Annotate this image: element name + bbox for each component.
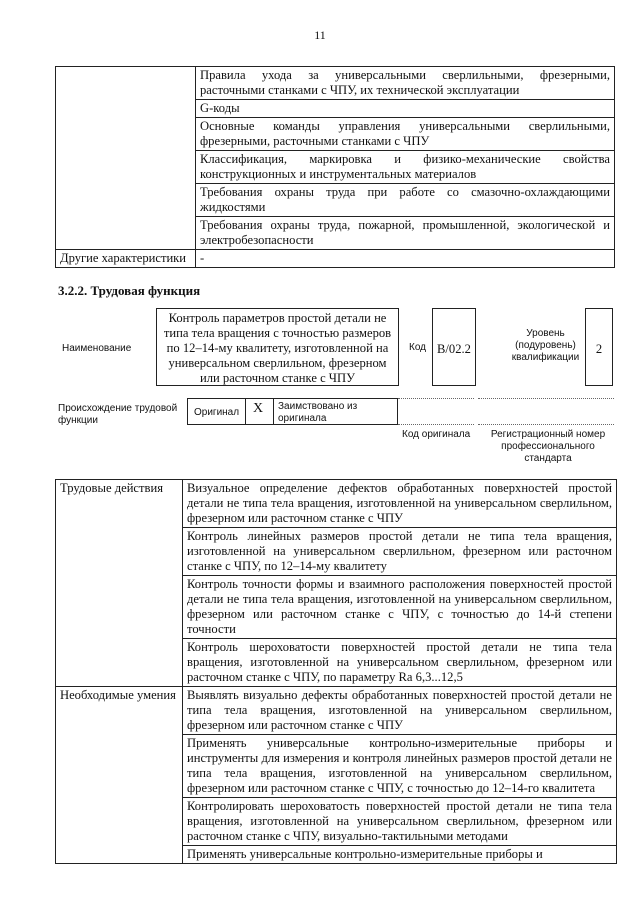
section-title: 3.2.2. Трудовая функция	[58, 283, 201, 298]
skills-label: Необходимые умения	[56, 687, 183, 864]
table-cell: Требования охраны труда при работе со смазочно-охлаждающими жидкостями	[196, 184, 615, 217]
name-label: Наименование	[62, 343, 132, 354]
table-cell: Правила ухода за универсальными сверлильными, фрезерными, расточными станками с ЧПУ, их технической эксплуатации	[196, 67, 615, 100]
table-cell-label	[56, 67, 196, 250]
borrowed-label: Заимствовано из оригинала	[278, 401, 358, 424]
table-cell: Классификация, маркировка и физико-механические свойства конструкционных и инструментальных материалов	[196, 151, 615, 184]
reg-number-cell	[478, 398, 614, 425]
other-characteristics-label: Другие характеристики	[56, 250, 196, 268]
qualification-level-label: Уровень (подуровень) квалификации	[511, 328, 580, 363]
divider	[273, 398, 274, 425]
labor-actions-label: Трудовые действия	[56, 480, 183, 687]
table-cell: Применять универсальные контрольно-измерительные приборы и инструменты для измерения и контроля линейных размеров простой детали не типа тела вращения, изготовленной на универсальном сверлильном, фрезерном или расточном станке с ЧПУ, с точностью до 12–14-го квалитета	[183, 735, 617, 798]
divider	[245, 398, 246, 425]
table-row	[56, 250, 615, 268]
table-cell: Выявлять визуально дефекты обработанных поверхностей простой детали не типа тела вращения, изготовленной на универсальном сверлильном, фрезерном или расточном станке с ЧПУ	[183, 687, 617, 735]
table-cell: Требования охраны труда, пожарной, промышленной, экологической и электробезопасности	[196, 217, 615, 250]
qualification-level: 2	[585, 308, 613, 386]
knowledge-table	[55, 66, 615, 268]
original-mark: X	[253, 401, 264, 416]
table-cell: Контроль шероховатости поверхностей простой детали не типа тела вращения, изготовленной на универсальном сверлильном, фрезерном или расточном станке с ЧПУ, по параметру Ra 6,3...12,5	[183, 639, 617, 687]
table-row	[56, 67, 615, 100]
table-cell: G-коды	[196, 100, 615, 118]
table-cell: Визуальное определение дефектов обработанных поверхностей простой детали не типа тела вращения, изготовленной на универсальном сверлильном, фрезерном или расточном станке с ЧПУ	[183, 480, 617, 528]
table-cell: Основные команды управления универсальными сверлильными, фрезерными, расточными станками с ЧПУ	[196, 118, 615, 151]
actions-table	[55, 479, 617, 864]
table-cell: Контроль точности формы и взаимного расположения поверхностей простой детали не типа тела вращения, изготовленной на универсальном сверлильном, фрезерном или расточном станке с ЧПУ, с точностью до 14-й степени точности	[183, 576, 617, 639]
table-row	[56, 480, 617, 528]
origin-label: Происхождение трудовой функции	[58, 403, 178, 426]
table-cell: Контроль линейных размеров простой детали не типа тела вращения, изготовленной на универсальном сверлильном, фрезерном или расточном станке с ЧПУ, по 12–14-му квалитету	[183, 528, 617, 576]
function-name: Контроль параметров простой детали не типа тела вращения с точностью размеров по 12–14-му квалитету, изготовленной на универсальном сверлильном, фрезерном или расточном станке с ЧПУ	[156, 308, 399, 386]
code-original-label: Код оригинала	[402, 429, 471, 440]
function-code: В/02.2	[432, 308, 476, 386]
other-characteristics-value: -	[196, 250, 615, 268]
original-label: Оригинал	[194, 407, 240, 418]
table-cell: Применять универсальные контрольно-измерительные приборы и	[183, 846, 617, 864]
code-label: Код	[409, 342, 427, 353]
reg-number-label: Регистрационный номер профессионального стандарта	[490, 429, 606, 464]
table-row	[56, 687, 617, 735]
table-cell: Контролировать шероховатость поверхностей простой детали не типа тела вращения, изготовленной на универсальном сверлильном, фрезерном или расточном станке с ЧПУ, визуально-тактильными методами	[183, 798, 617, 846]
page-number: 11	[314, 28, 326, 42]
code-original-cell	[398, 398, 474, 425]
